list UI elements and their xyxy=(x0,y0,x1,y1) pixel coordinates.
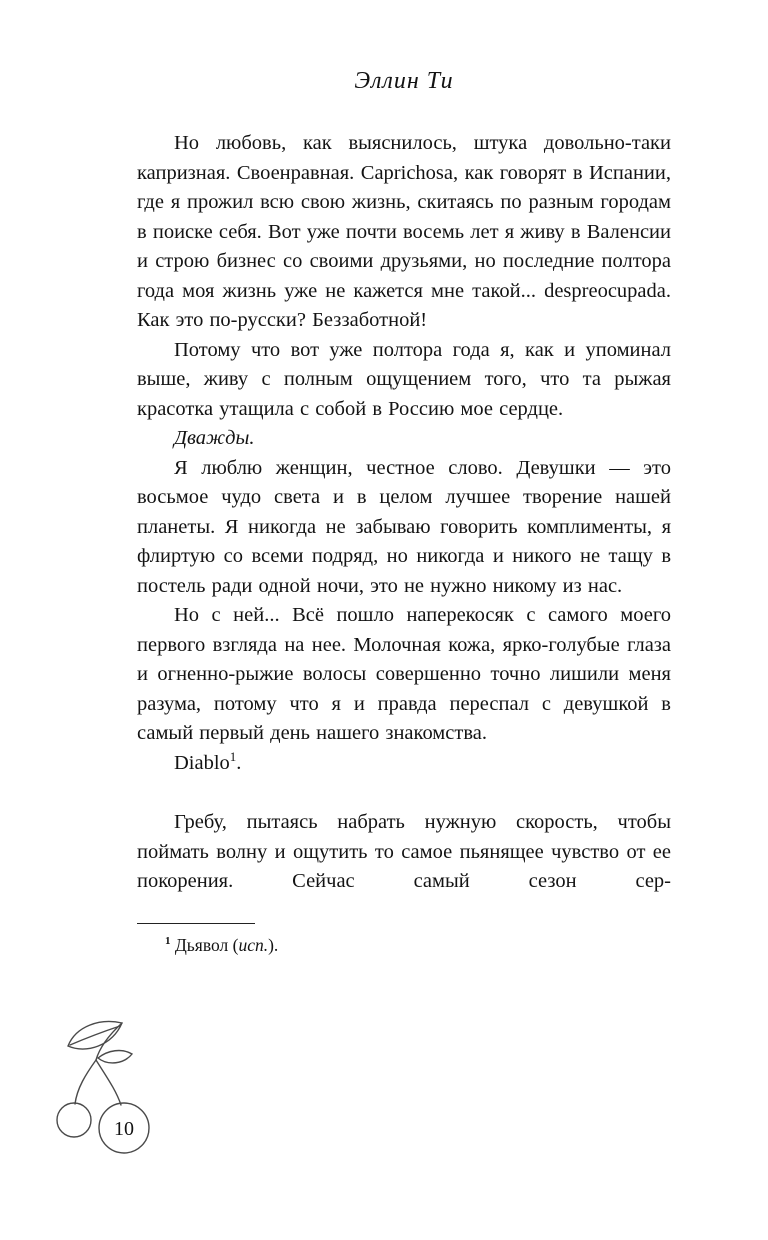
cherry-icon xyxy=(57,1103,91,1137)
cherry-stem xyxy=(75,1060,96,1104)
paragraph: Но любовь, как выяснилось, штука довольно-таки капризная. Своенравная. Caprichosa, как говорят в Испании, где я прожил всю свою жизнь, скитаясь по разным городам в поиске себя. Вот уже почти восемь лет я живу в Валенсии и строю бизнес со своими друзьями, но последние полтора года моя жизнь уже не кажется мне такой... despreocupada. Как это по-русски? Беззаботной! xyxy=(137,132,671,331)
running-header: Эллин Ти xyxy=(354,68,454,94)
paragraph: Я люблю женщин, честное слово. Девушки — это восьмое чудо света и в целом лучшее творение нашей планеты. Я никогда не забываю говорить комплименты, я флиртую со всеми подряд, но никогда и никого не тащу в постель ради одной ночи, это не нужно никому из нас. xyxy=(137,456,671,597)
paragraph-text: Diablo xyxy=(174,751,230,774)
leaf-vein xyxy=(70,1026,120,1045)
footnote-reference: 1 xyxy=(229,748,237,764)
text-column xyxy=(137,68,671,957)
footnote-text: Дьявол ( xyxy=(174,934,239,955)
footnote-marker: 1 xyxy=(165,934,171,947)
footnote-text: ). xyxy=(268,934,279,955)
paragraph: Но с ней... Всё пошло наперекосяк с самого моего первого взгляда на нее. Молочная кожа, ярко-голубые глаза и огненно-рыжие волосы совершенно точно лишили меня разума, потому что я и правда переспал с девушкой в самый первый день нашего знакомства. xyxy=(137,604,671,744)
paragraph: Потому что вот уже полтора года я, как и упоминал выше, живу с полным ощущением того, что та рыжая красотка утащила с собой в Россию мое сердце. xyxy=(137,338,671,420)
paragraph-emphasis: Дважды. xyxy=(174,427,255,449)
cherry-stem xyxy=(96,1060,121,1105)
leaf-icon xyxy=(98,1051,132,1063)
footnote-lang-note: исп. xyxy=(238,934,269,955)
page-number: 10 xyxy=(114,1118,134,1140)
paragraph-with-footnote xyxy=(137,749,671,779)
footnote-block xyxy=(137,923,671,957)
paragraph: Гребу, пытаясь набрать нужную скорость, чтобы поймать волну и ощутить то самое пьянящее чувство от ее покорения. Сейчас самый сезон сер- xyxy=(137,811,671,892)
footnote-rule xyxy=(137,923,255,924)
cherry-stem xyxy=(96,1023,122,1060)
cherry-illustration xyxy=(46,1018,164,1158)
paragraph-text: . xyxy=(236,751,242,774)
footnote xyxy=(137,934,671,957)
